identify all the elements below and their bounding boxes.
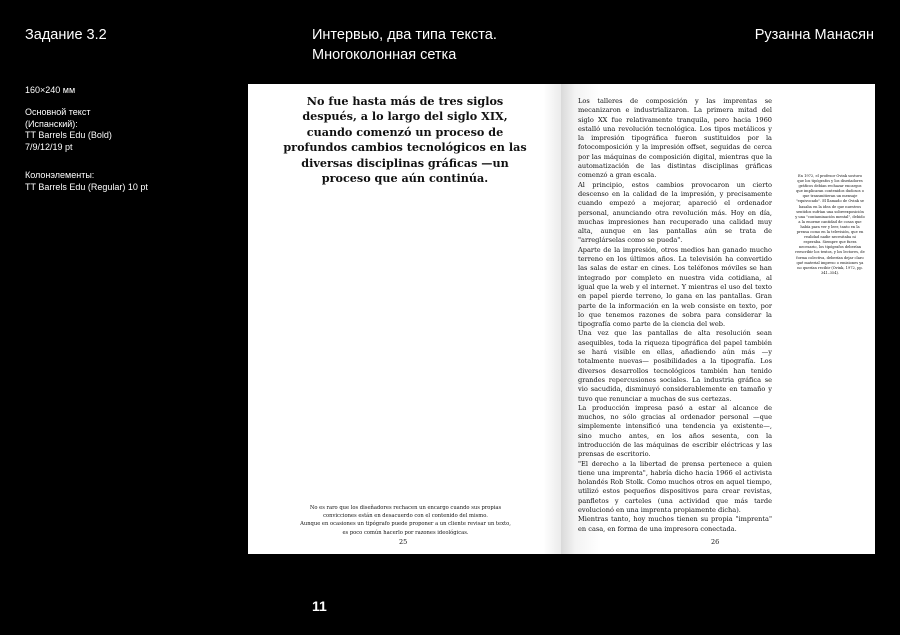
body-label-2: (Испанский):	[25, 118, 78, 129]
running-label: Колонэлементы:	[25, 170, 95, 180]
subtitle-line-1: Интервью, два типа текста.	[312, 27, 497, 43]
format-spec	[25, 85, 225, 97]
right-page	[561, 84, 875, 554]
folio-left: 25	[399, 538, 408, 546]
running-elements-spec	[25, 170, 225, 193]
left-page	[248, 84, 561, 554]
assignment-title: Задание 3.2	[25, 27, 107, 43]
subtitle-line-2: Многоколонная сетка	[312, 47, 457, 63]
body-paragraph: Los talleres de composición y las imprentas se mecanizaron e industrializaron. La primera mitad del siglo XX fue relativamente tranquila, pero hacia 1960 estalló una revolución tecnológica. Los tipos metálicos y la impresión tipográfica fueron sustituidos por la fotocomposición y la impresión offset, seguidas de cerca por las máquinas de composición digital, mientras que la automatización de las distintas disciplinas gráficas comenzó a gran escala.	[578, 97, 772, 180]
body-label-1: Основной текст	[25, 107, 91, 117]
presentation-page-number: 11	[312, 598, 327, 614]
body-paragraph: La producción impresa pasó a estar al alcance de muchos, no sólo gracias al ordenador personal —que simplemente intensificó una tendencia ya existente—, sino mucho antes, en los años sesenta, con la introducción de las máquinas de escribir eléctricas y las prensas de escritorio.	[578, 403, 772, 459]
footnote: Aunque en ocasiones un tipógrafo puede proponer a un cliente revisar un texto, es poco común hacerlo por razones ideológicas.	[300, 521, 511, 536]
running-font: TT Barrels Edu (Regular) 10 pt	[25, 181, 148, 192]
pull-quote: No fue hasta más de tres siglos después, a lo largo del siglo XIX, cuando comenzó un proceso de profundos cambios tecnológicos en las diversas disciplinas gráficas —un proceso que aún continúa.	[283, 94, 527, 186]
body-paragraph: Una vez que las pantallas de alta resolución sean asequibles, toda la riqueza tipográfica del papel también se hará visible en ellas, añadiendo aún más —y totalmente nuevas— posibilidades a la tipografía. Los diversos desarrollos tecnológicos también han tenido grandes repercusiones sociales. La industria gráfica se vio sacudida, disminuyó considerablemente en tamaño y tuvo que renunciar a muchas de sus certezas.	[578, 329, 772, 403]
book-spread	[248, 84, 875, 554]
body-paragraph: Aparte de la impresión, otros medios han ganado mucho terreno en los últimos años. La televisión ha convertido las salas de estar en cines. Los teléfonos móviles se han integrado por completo en nuestra vida cotidiana, al igual que la web y el internet. Y mientras el uso del texto en papel pierde terreno, lo gana en las pantallas. Gran parte de la información en la web consiste en texto, por lo que tenemos razones de sobra para considerar la tipografía como parte de la ciencia del web.	[578, 245, 772, 329]
left-footnotes	[298, 504, 513, 537]
body-text-spec	[25, 107, 225, 153]
author-name: Рузанна Манасян	[754, 27, 874, 43]
folio-right: 26	[711, 538, 720, 546]
footnote: No es raro que los diseñadores rechacen un encargo cuando sus propias convicciones están en desacuerdo con el contenido del mismo.	[309, 505, 502, 520]
body-sizes: 7/9/12/19 pt	[25, 141, 73, 152]
body-paragraph: Al principio, estos cambios provocaron un cierto descenso en la calidad de la impresión, y precisamente cuando empezó a mejorar, apareció el ordenador personal, anunciando otra revolución más. Hoy en día, muchas impresiones han recuperado una calidad muy alta, aunque en las pantallas aún se trata de "arreglárselas como se pueda".	[578, 180, 772, 245]
body-paragraph: Mientras tanto, hoy muchos tienen su propia "imprenta" en casa, en forma de una impresora conectada.	[578, 515, 772, 533]
body-paragraph: "El derecho a la libertad de prensa pertenece a quien tiene una imprenta", habría dicho hacia 1966 el activista holandés Rob Stolk. Como muchos otros en aquel tiempo, utilizó estos pequeños dispositivos para crear revistas, panfletos y carteles (una actividad que más tarde evolucionó en una imprenta propiamente dicha).	[578, 459, 772, 515]
body-text-column	[578, 97, 772, 534]
assignment-subtitle	[312, 25, 497, 65]
body-font: TT Barrels Edu (Bold)	[25, 130, 112, 140]
margin-note: En 1972, el profesor Ovink sostuvo que los tipógrafos y los diseñadores gráficos debían rechazar encargos que implicaran contenidos dudosos o que transmitieran un mensaje "equivocado". El llamado de Ovink se basaba en la idea de que nuestros sentidos sufrían una sobreexposición y una "contaminación mental", debido a la enorme cantidad de cosas que había para ver y leer, tanto en la prensa como en la televisión, que en realidad nadie necesitaba ni esperaba. Siempre que fuera necesario, los tipógrafos deberían reescribir los textos, y los lectores, de forma colectiva, deberían dejar claro qué material impreso o emisiones ya no querían recibir (Ovink, 1972, pp. 341–354).	[795, 174, 865, 275]
format-size: 160×240 мм	[25, 85, 76, 95]
